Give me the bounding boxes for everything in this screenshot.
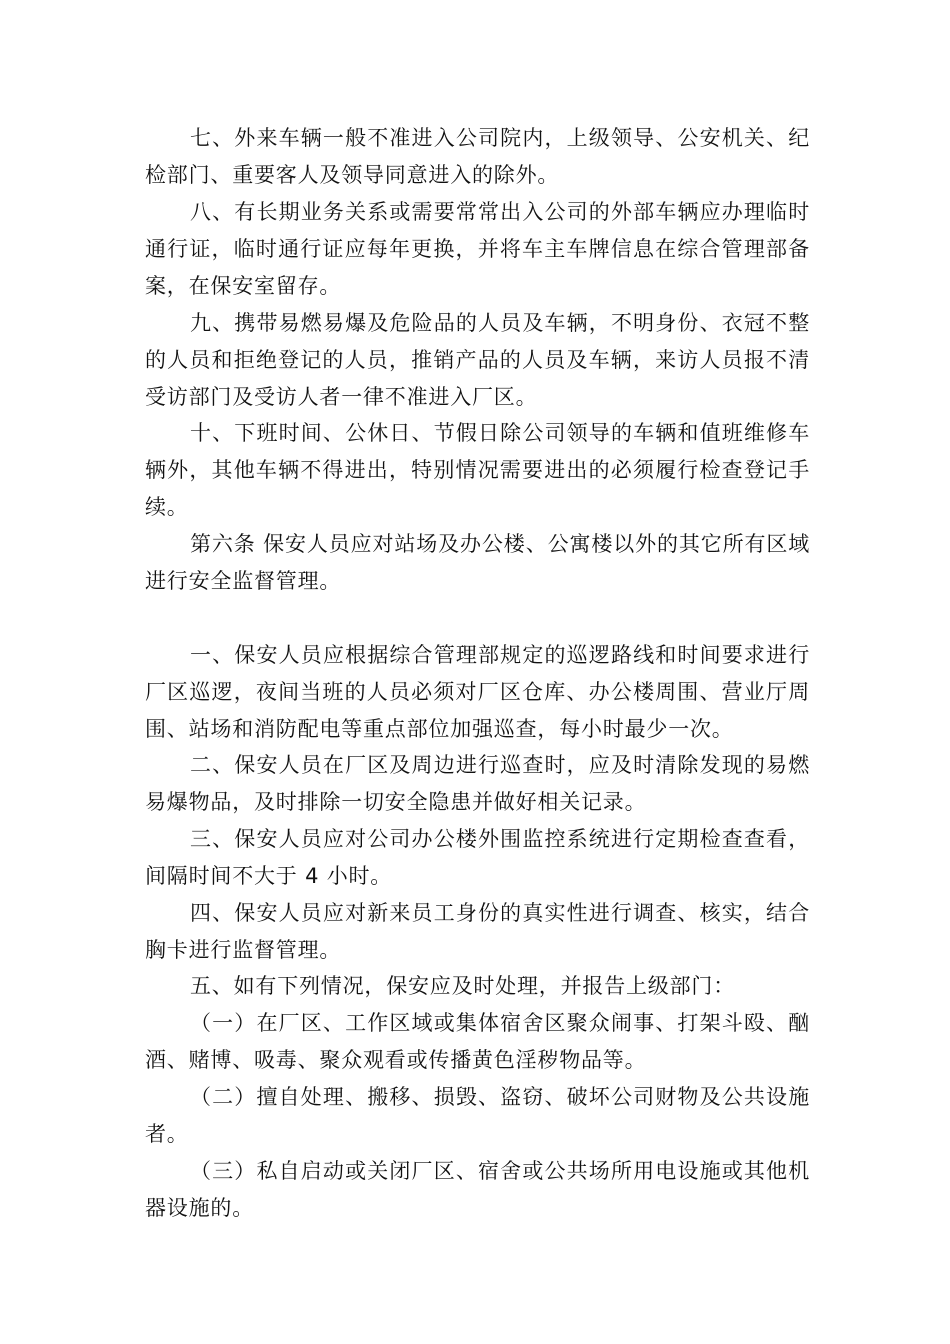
paragraph-10-off-hours: 十、下班时间、公休日、节假日除公司领导的车辆和值班维修车辆外，其他车辆不得进出，特别情况需要进出的必须履行检查登记手续。	[145, 421, 810, 519]
article-6-heading: 第六条 保安人员应对站场及办公楼、公寓楼以外的其它所有区域进行安全监督管理。	[145, 532, 810, 593]
paragraph-7-vehicles: 七、外来车辆一般不准进入公司院内，上级领导、公安机关、纪检部门、重要客人及领导同意进入的除外。	[145, 126, 810, 187]
paragraph-9-prohibited-entry: 九、携带易燃易爆及危险品的人员及车辆，不明身份、衣冠不整的人员和拒绝登记的人员，推销产品的人员及车辆，来访人员报不清受访部门及受访人者一律不准进入厂区。	[145, 311, 810, 409]
paragraph-4-identity-check: 四、保安人员应对新来员工身份的真实性进行调查、核实，结合胸卡进行监督管理。	[145, 901, 810, 962]
paragraph-2-inspection: 二、保安人员在厂区及周边进行巡查时，应及时清除发现的易燃易爆物品，及时排除一切安全隐患并做好相关记录。	[145, 753, 810, 814]
subitem-3-electrical-equipment: （三）私自启动或关闭厂区、宿舍或公共场所用电设施或其他机器设施的。	[145, 1159, 810, 1220]
paragraph-1-patrol: 一、保安人员应根据综合管理部规定的巡逻路线和时间要求进行厂区巡逻，夜间当班的人员必须对厂区仓库、办公楼周围、营业厅周围、站场和消防配电等重点部位加强巡查，每小时最少一次。	[145, 643, 810, 741]
paragraph-3-monitoring: 三、保安人员应对公司办公楼外围监控系统进行定期检查查看，间隔时间不大于 4 小时。	[145, 827, 810, 888]
subitem-2-property-damage: （二）擅自处理、搬移、损毁、盗窃、破坏公司财物及公共设施者。	[145, 1085, 810, 1146]
paragraph-5-situations: 五、如有下列情况，保安应及时处理，并报告上级部门：	[190, 974, 735, 998]
paragraph-8-temporary-pass: 八、有长期业务关系或需要常常出入公司的外部车辆应办理临时通行证，临时通行证应每年更换，并将车主车牌信息在综合管理部备案，在保安室留存。	[145, 200, 810, 298]
subitem-1-disturbance: （一）在厂区、工作区域或集体宿舍区聚众闹事、打架斗殴、酗酒、赌博、吸毒、聚众观看或传播黄色淫秽物品等。	[145, 1011, 810, 1072]
